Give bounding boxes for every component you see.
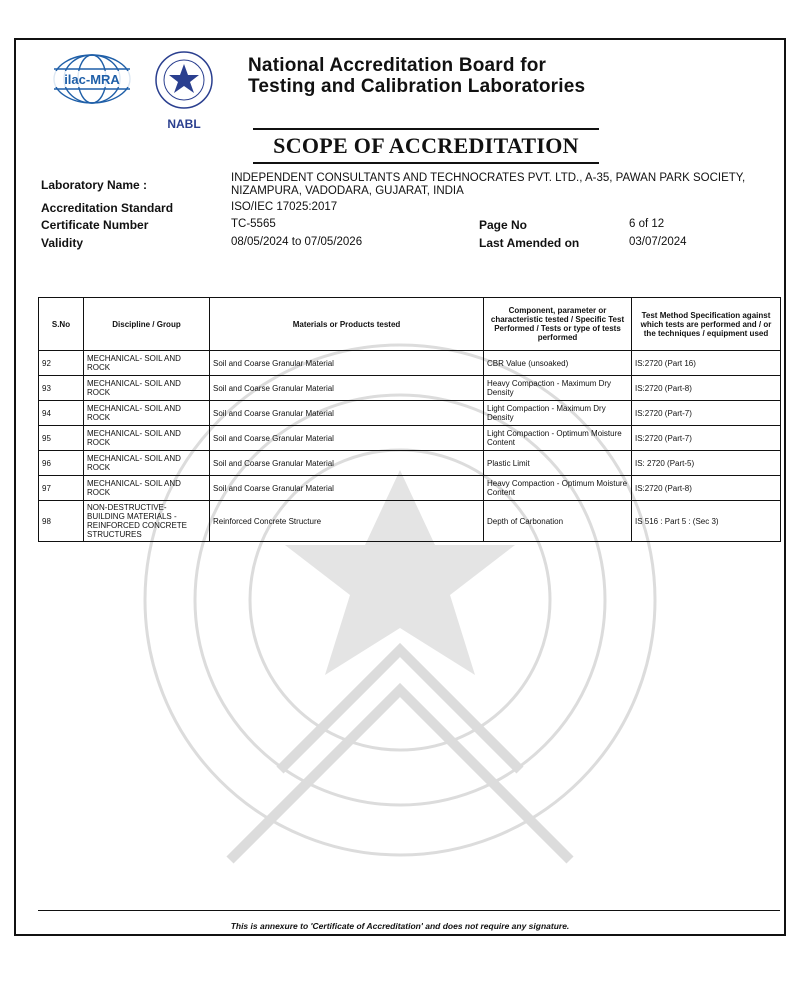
table-row: [39, 426, 781, 451]
last-amended-value: 03/07/2024: [629, 236, 687, 248]
page-no-label: Page No: [479, 218, 528, 232]
cell-method: IS:2720 (Part-7): [632, 426, 781, 451]
board-title-line1: National Accreditation Board for: [248, 55, 547, 76]
cell-discipline: MECHANICAL- SOIL AND ROCK: [84, 426, 210, 451]
cell-component: Light Compaction - Optimum Moisture Content: [484, 426, 632, 451]
cell-material: Soil and Coarse Granular Material: [210, 451, 484, 476]
table-header-row: [39, 298, 781, 351]
cell-discipline: NON-DESTRUCTIVE- BUILDING MATERIALS - REINFORCED CONCRETE STRUCTURES: [84, 501, 210, 542]
table-row: [39, 501, 781, 542]
table-row: [39, 401, 781, 426]
last-amended-label: Last Amended on: [479, 236, 580, 250]
scope-table: [38, 297, 781, 542]
nabl-logo: [148, 48, 220, 132]
cell-method: IS 516 : Part 5 : (Sec 3): [632, 501, 781, 542]
board-title-line2: Testing and Calibration Laboratories: [248, 76, 586, 97]
cell-discipline: MECHANICAL- SOIL AND ROCK: [84, 476, 210, 501]
header-test-method: Test Method Specification against which tests are performed and / or the techniques / equipment used: [632, 298, 781, 351]
svg-text:NABL: NABL: [167, 117, 201, 131]
svg-text:ilac-MRA: ilac-MRA: [64, 72, 120, 87]
ilac-mra-logo: [50, 52, 134, 106]
lab-name-line1: INDEPENDENT CONSULTANTS AND TECHNOCRATES PVT. LTD., A-35, PAWAN PARK SOCIETY,: [231, 172, 746, 184]
cell-sno: 96: [39, 451, 84, 476]
certificate-label: Certificate Number: [41, 218, 149, 232]
board-title: [248, 55, 585, 97]
cell-discipline: MECHANICAL- SOIL AND ROCK: [84, 451, 210, 476]
cell-material: Soil and Coarse Granular Material: [210, 476, 484, 501]
cell-material: Soil and Coarse Granular Material: [210, 351, 484, 376]
standard-label: Accreditation Standard: [41, 201, 174, 215]
scope-title: SCOPE OF ACCREDITATION: [253, 128, 599, 164]
cell-method: IS:2720 (Part 16): [632, 351, 781, 376]
cell-material: Soil and Coarse Granular Material: [210, 401, 484, 426]
cell-component: Heavy Compaction - Maximum Dry Density: [484, 376, 632, 401]
table-row: [39, 476, 781, 501]
cell-sno: 92: [39, 351, 84, 376]
standard-value: ISO/IEC 17025:2017: [231, 201, 338, 213]
certificate-value: TC-5565: [231, 218, 276, 230]
header-sno: S.No: [39, 298, 84, 351]
cell-method: IS: 2720 (Part-5): [632, 451, 781, 476]
lab-name-line2: NIZAMPURA, VADODARA, GUJARAT, INDIA: [231, 185, 464, 197]
cell-component: CBR Value (unsoaked): [484, 351, 632, 376]
lab-name-label: Laboratory Name :: [41, 178, 148, 192]
cell-component: Light Compaction - Maximum Dry Density: [484, 401, 632, 426]
cell-discipline: MECHANICAL- SOIL AND ROCK: [84, 351, 210, 376]
cell-sno: 95: [39, 426, 84, 451]
validity-label: Validity: [41, 236, 84, 250]
cell-sno: 93: [39, 376, 84, 401]
header-materials: Materials or Products tested: [210, 298, 484, 351]
cell-discipline: MECHANICAL- SOIL AND ROCK: [84, 376, 210, 401]
table-row: [39, 451, 781, 476]
header-discipline: Discipline / Group: [84, 298, 210, 351]
footer-divider: [38, 910, 780, 911]
cell-component: Heavy Compaction - Optimum Moisture Content: [484, 476, 632, 501]
cell-discipline: MECHANICAL- SOIL AND ROCK: [84, 401, 210, 426]
cell-material: Soil and Coarse Granular Material: [210, 426, 484, 451]
cell-method: IS:2720 (Part-8): [632, 476, 781, 501]
cell-component: Depth of Carbonation: [484, 501, 632, 542]
cell-component: Plastic Limit: [484, 451, 632, 476]
cell-sno: 98: [39, 501, 84, 542]
cell-material: Soil and Coarse Granular Material: [210, 376, 484, 401]
page-no-value: 6 of 12: [629, 218, 665, 230]
cell-sno: 97: [39, 476, 84, 501]
cell-material: Reinforced Concrete Structure: [210, 501, 484, 542]
cell-method: IS:2720 (Part-8): [632, 376, 781, 401]
table-row: [39, 351, 781, 376]
cell-method: IS:2720 (Part-7): [632, 401, 781, 426]
cell-sno: 94: [39, 401, 84, 426]
footer-note: This is annexure to 'Certificate of Accreditation' and does not require any signature.: [230, 921, 570, 931]
header-component: Component, parameter or characteristic tested / Specific Test Performed / Tests or type of tests performed: [484, 298, 632, 351]
table-row: [39, 376, 781, 401]
validity-value: 08/05/2024 to 07/05/2026: [231, 236, 363, 248]
